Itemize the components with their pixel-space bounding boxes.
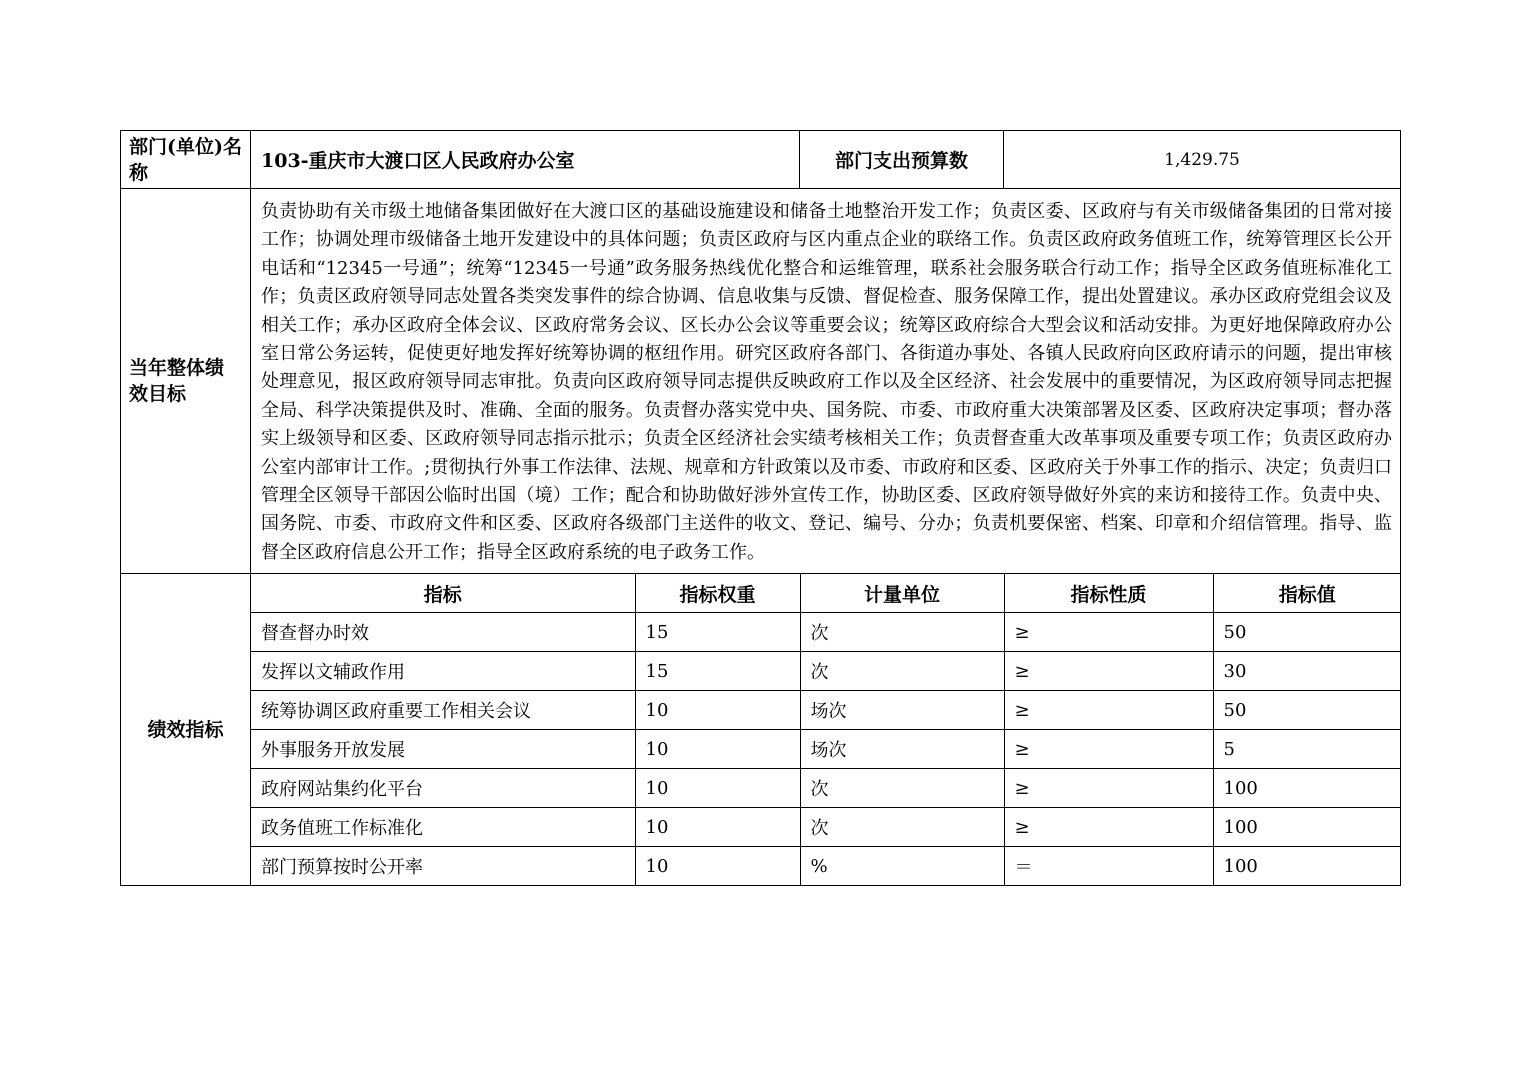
column-header-indicator: 指标 [423, 583, 462, 606]
unit-row [121, 131, 1401, 189]
indicator-nature: ≥ [1004, 730, 1213, 769]
table-row [251, 769, 1401, 808]
indicators-cell [251, 574, 1401, 886]
indicator-nature: ≥ [1004, 652, 1213, 691]
table-row [251, 847, 1401, 886]
indicator-weight: 10 [635, 691, 800, 730]
indicator-name: 政府网站集约化平台 [251, 769, 635, 808]
indicator-nature: ≥ [1004, 691, 1213, 730]
goal-row [121, 189, 1401, 574]
indicator-name: 发挥以文辅政作用 [251, 652, 635, 691]
indicator-name: 督查督办时效 [251, 613, 635, 652]
table-row [251, 613, 1401, 652]
indicator-unit: 次 [800, 613, 1004, 652]
indicator-nature: ≥ [1004, 808, 1213, 847]
indicator-value: 50 [1213, 691, 1401, 730]
budget-value: 1,429.75 [1004, 131, 1401, 189]
indicator-nature: ＝ [1004, 847, 1213, 886]
budget-performance-table [120, 130, 1401, 886]
indicator-nature: ≥ [1004, 613, 1213, 652]
indicator-weight: 15 [635, 613, 800, 652]
indicator-unit: 次 [800, 769, 1004, 808]
indicator-unit: % [800, 847, 1004, 886]
column-header-nature: 指标性质 [1004, 574, 1213, 613]
table-row [251, 691, 1401, 730]
unit-name: 103-重庆市大渡口区人民政府办公室 [251, 131, 800, 189]
unit-label: 部门(单位)名称 [121, 131, 251, 189]
indicator-weight: 10 [635, 808, 800, 847]
indicator-unit: 次 [800, 808, 1004, 847]
indicator-weight: 10 [635, 730, 800, 769]
budget-label: 部门支出预算数 [800, 131, 1004, 189]
indicators-header-row [251, 574, 1401, 613]
indicator-name: 统筹协调区政府重要工作相关会议 [251, 691, 635, 730]
indicators-label: 绩效指标 [121, 574, 251, 886]
table-row [251, 808, 1401, 847]
indicators-row [121, 574, 1401, 886]
indicator-value: 100 [1213, 847, 1401, 886]
indicator-unit: 场次 [800, 691, 1004, 730]
indicator-name: 政务值班工作标准化 [251, 808, 635, 847]
indicator-unit: 次 [800, 652, 1004, 691]
indicator-weight: 15 [635, 652, 800, 691]
column-header-weight: 指标权重 [635, 574, 800, 613]
indicator-value: 100 [1213, 808, 1401, 847]
indicator-weight: 10 [635, 847, 800, 886]
indicator-value: 50 [1213, 613, 1401, 652]
indicators-table [251, 574, 1401, 885]
indicator-value: 100 [1213, 769, 1401, 808]
indicator-name: 部门预算按时公开率 [251, 847, 635, 886]
indicator-value: 30 [1213, 652, 1401, 691]
indicator-weight: 10 [635, 769, 800, 808]
table-row [251, 730, 1401, 769]
indicator-value: 5 [1213, 730, 1401, 769]
indicator-unit: 场次 [800, 730, 1004, 769]
goal-label: 当年整体绩效目标 [121, 189, 251, 574]
goal-text: 负责协助有关市级土地储备集团做好在大渡口区的基础设施建设和储备土地整治开发工作；负责区委、区政府与有关市级储备集团的日常对接工作；协调处理市级储备土地开发建设中的具体问题；负责区政府与区内重点企业的联络工作。负责区政府政务值班工作，统筹管理区长公开电话和“12345一号通”；统筹“12345一号通”政务服务热线优化整合和运维管理，联系社会服务联合行动工作；指导全区政务值班标准化工作；负责区政府领导同志处置各类突发事件的综合协调、信息收集与反馈、督促检查、服务保障工作，提出处置建议。承办区政府党组会议及相关工作；承办区政府全体会议、区政府常务会议、区长办公会议等重要会议；统筹区政府综合大型会议和活动安排。为更好地保障政府办公室日常公务运转，促使更好地发挥好统筹协调的枢纽作用。研究区政府各部门、各街道办事处、各镇人民政府向区政府请示的问题，提出审核处理意见，报区政府领导同志审批。负责向区政府领导同志提供反映政府工作以及全区经济、社会发展中的重要情况，为区政府领导同志把握全局、科学决策提供及时、准确、全面的服务。负责督办落实党中央、国务院、市委、市政府重大决策部署及区委、区政府决定事项；督办落实上级领导和区委、区政府领导同志指示批示；负责全区经济社会实绩考核相关工作；负责督查重大改革事项及重要专项工作；负责区政府办公室内部审计工作。;贯彻执行外事工作法律、法规、规章和方针政策以及市委、市政府和区委、区政府关于外事工作的指示、决定；负责归口管理全区领导干部因公临时出国（境）工作；配合和协助做好涉外宣传工作，协助区委、区政府领导做好外宾的来访和接待工作。负责中央、国务院、市委、市政府文件和区委、区政府各级部门主送件的收文、登记、编号、分办；负责机要保密、档案、印章和介绍信管理。指导、监督全区政府信息公开工作；指导全区政府系统的电子政务工作。 [251, 189, 1401, 574]
indicator-name: 外事服务开放发展 [251, 730, 635, 769]
table-row [251, 652, 1401, 691]
column-header-unit: 计量单位 [800, 574, 1004, 613]
indicator-nature: ≥ [1004, 769, 1213, 808]
column-header-value: 指标值 [1213, 574, 1401, 613]
